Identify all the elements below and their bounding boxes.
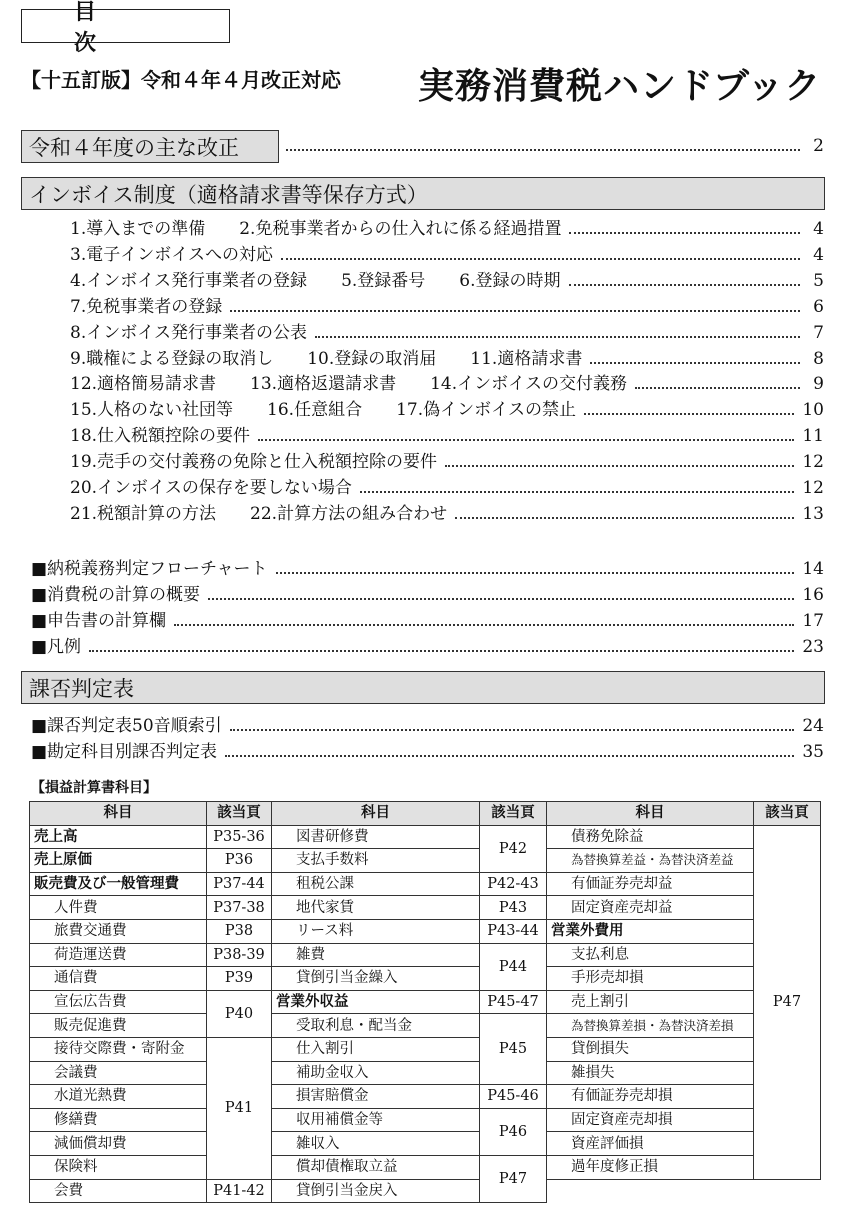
account-name: 固定資産売却益 [547, 896, 754, 920]
toc-entry[interactable] [70, 424, 824, 448]
account-name: 修繕費 [30, 1108, 207, 1132]
table-row [30, 872, 821, 896]
toc-entry-label: 8.インボイス発行事業者の公表 [70, 322, 308, 343]
page-number: 10 [802, 400, 824, 421]
toc-entry[interactable] [70, 269, 824, 293]
toc-entry-label: 9.職権による登録の取消し [70, 348, 274, 369]
leader-dots [258, 438, 794, 441]
toc-entry[interactable] [31, 557, 824, 581]
account-name: 水道光熱費 [30, 1085, 207, 1109]
section-heading-revision: 令和４年度の主な改正 [21, 130, 279, 163]
page-ref: P45-46 [480, 1085, 547, 1109]
empty-cell [547, 1179, 821, 1203]
leader-dots [360, 490, 794, 493]
table-row [30, 1155, 821, 1179]
toc-entry-label: 2.免税事業者からの仕入れに係る経過措置 [239, 219, 562, 239]
toc-entry-label: 22.計算方法の組み合わせ [250, 503, 448, 524]
toc-entry-label: ■凡例 [31, 637, 82, 657]
account-name: 損害賠償金 [272, 1085, 480, 1109]
account-name: 営業外費用 [547, 919, 754, 943]
toc-entry-label: 18.仕入税額控除の要件 [70, 426, 251, 447]
toc-entry-label: 11.適格請求書 [470, 348, 583, 369]
account-name: 貸倒引当金繰入 [272, 967, 480, 991]
account-name: 図書研修費 [272, 825, 480, 849]
leader-dots [584, 412, 794, 415]
page-number: 16 [802, 585, 824, 605]
table-row [30, 1179, 821, 1203]
page-ref: P41 [207, 1037, 272, 1179]
table-row [30, 1108, 821, 1132]
toc-entry[interactable] [70, 476, 824, 500]
account-name: 売上割引 [547, 990, 754, 1014]
page-ref: P46 [480, 1108, 547, 1155]
toc-entry-label: ■申告書の計算欄 [31, 611, 167, 631]
table-row [30, 967, 821, 991]
page-number: 17 [802, 611, 824, 631]
page-ref: P35-36 [207, 825, 272, 849]
account-name: 営業外収益 [272, 990, 480, 1014]
leader-dots [225, 754, 794, 757]
account-name: 減価償却費 [30, 1132, 207, 1156]
account-name: 貸倒損失 [547, 1037, 754, 1061]
leader-dots [569, 283, 800, 286]
account-name: 補助金収入 [272, 1061, 480, 1085]
table-row [30, 919, 821, 943]
toc-entry[interactable] [70, 450, 824, 474]
col-header-account: 科目 [30, 802, 207, 826]
leader-dots [174, 623, 794, 626]
page-ref: P38-39 [207, 943, 272, 967]
account-name: 雑収入 [272, 1132, 480, 1156]
page-number: 4 [813, 244, 824, 265]
toc-entry-label: 12.適格簡易請求書 [70, 374, 217, 395]
toc-entry-label: ■課否判定表50音順索引 [31, 716, 222, 736]
table-caption: 【損益計算書科目】 [31, 780, 157, 796]
toc-entry-label: 1.導入までの準備 [70, 219, 206, 239]
table-header-row [30, 802, 821, 826]
page-number: 8 [813, 348, 824, 369]
page-number: 4 [813, 219, 824, 239]
account-name: 過年度修正損 [547, 1155, 754, 1179]
toc-entry[interactable] [31, 583, 824, 607]
page-number: 24 [802, 716, 824, 736]
page-number: 23 [802, 637, 824, 657]
page-number: 12 [802, 478, 824, 498]
account-name: 販売費及び一般管理費 [30, 872, 207, 896]
account-name: 通信費 [30, 967, 207, 991]
col-header-page: 該当頁 [754, 802, 821, 826]
toc-entry[interactable] [31, 714, 824, 738]
account-name: 債務免除益 [547, 825, 754, 849]
account-name: 旅費交通費 [30, 919, 207, 943]
page-number: 13 [802, 503, 824, 524]
leader-dots [569, 231, 800, 234]
account-name: 支払手数料 [272, 849, 480, 873]
account-name: 売上高 [30, 825, 207, 849]
account-name: 貸倒引当金戻入 [272, 1179, 480, 1203]
account-table [29, 801, 821, 1203]
toc-entry[interactable] [31, 635, 824, 659]
toc-entry-label: 3.電子インボイスへの対応 [70, 244, 274, 265]
account-name: 会議費 [30, 1061, 207, 1085]
page-number: 9 [813, 374, 824, 395]
account-name: 宣伝広告費 [30, 990, 207, 1014]
page-ref: P47 [754, 825, 821, 1179]
edition-label: 【十五訂版】令和４年４月改正対応 [21, 68, 341, 92]
page-ref: P43-44 [480, 919, 547, 943]
leader-dots [590, 361, 800, 364]
toc-heading: 目 次 [21, 9, 230, 43]
toc-entry-label: 16.任意組合 [267, 400, 363, 421]
toc-entry-label: 19.売手の交付義務の免除と仕入税額控除の要件 [70, 452, 438, 473]
page-ref: P43 [480, 896, 547, 920]
page-ref: P37-38 [207, 896, 272, 920]
account-name: 雑費 [272, 943, 480, 967]
leader-dots [89, 649, 794, 652]
toc-entry[interactable] [31, 740, 824, 764]
account-name: 会費 [30, 1179, 207, 1203]
toc-entry-label: 13.適格返還請求書 [250, 374, 397, 395]
account-name: 為替換算差益・為替決済差益 [547, 849, 754, 873]
toc-entry[interactable] [70, 217, 824, 241]
page-number: 5 [813, 270, 824, 291]
leader-dots [315, 335, 800, 338]
account-name: 資産評価損 [547, 1132, 754, 1156]
toc-entry-label: 21.税額計算の方法 [70, 503, 217, 524]
table-row [30, 1085, 821, 1109]
account-name: 租税公課 [272, 872, 480, 896]
col-header-account: 科目 [547, 802, 754, 826]
page-ref: P40 [207, 990, 272, 1037]
page-ref: P42-43 [480, 872, 547, 896]
page-ref: P47 [480, 1155, 547, 1202]
account-name: 固定資産売却損 [547, 1108, 754, 1132]
table-row [30, 1061, 821, 1085]
toc-entry-label: ■勘定科目別課否判定表 [31, 742, 218, 762]
toc-entry-label: 7.免税事業者の登録 [70, 296, 223, 317]
page-ref: P45-47 [480, 990, 547, 1014]
leader-dots [286, 148, 800, 151]
col-header-page: 該当頁 [207, 802, 272, 826]
leader-dots [281, 257, 800, 260]
page-number: 6 [813, 296, 824, 317]
toc-entry-label: 10.登録の取消届 [307, 348, 437, 369]
account-name: 支払利息 [547, 943, 754, 967]
toc-entry-label: ■納税義務判定フローチャート [31, 559, 268, 579]
table-row [30, 849, 821, 873]
col-header-page: 該当頁 [480, 802, 547, 826]
account-name: 手形売却損 [547, 967, 754, 991]
table-row [30, 825, 821, 849]
account-name: 受取利息・配当金 [272, 1014, 480, 1038]
page-ref: P41-42 [207, 1179, 272, 1203]
account-name: 売上原価 [30, 849, 207, 873]
page-number: 35 [802, 742, 824, 762]
account-name: 償却債権取立益 [272, 1155, 480, 1179]
toc-entry-label: 4.インボイス発行事業者の登録 [70, 270, 308, 291]
account-name: 保険料 [30, 1155, 207, 1179]
account-name: 有価証券売却損 [547, 1085, 754, 1109]
account-name: 地代家賃 [272, 896, 480, 920]
page-number: 14 [802, 559, 824, 579]
page-ref: P38 [207, 919, 272, 943]
toc-entry-label: 14.インボイスの交付義務 [430, 374, 627, 395]
section-heading-invoice: インボイス制度（適格請求書等保存方式） [21, 177, 825, 210]
page-ref: P45 [480, 1014, 547, 1085]
toc-entry[interactable] [70, 295, 824, 319]
leader-dots [208, 597, 794, 600]
account-name: 仕入割引 [272, 1037, 480, 1061]
toc-entry-revision[interactable] [282, 134, 824, 158]
account-name: 雑損失 [547, 1061, 754, 1085]
page-number: 12 [802, 452, 824, 473]
toc-entry[interactable] [31, 609, 824, 633]
account-name: 人件費 [30, 896, 207, 920]
page-number: 11 [802, 426, 824, 447]
toc-entry[interactable] [70, 502, 824, 526]
page-ref: P39 [207, 967, 272, 991]
leader-dots [230, 728, 795, 731]
table-row [30, 943, 821, 967]
toc-entry-label: 6.登録の時期 [459, 270, 561, 291]
table-row [30, 1037, 821, 1061]
toc-entry-label: 15.人格のない社団等 [70, 400, 234, 421]
account-name: 販売促進費 [30, 1014, 207, 1038]
col-header-account: 科目 [272, 802, 480, 826]
page-ref: P42 [480, 825, 547, 872]
toc-entry-label: 17.偽インボイスの禁止 [396, 400, 576, 421]
account-name: リース料 [272, 919, 480, 943]
page-number: 2 [813, 136, 824, 156]
table-row [30, 1014, 821, 1038]
table-row [30, 896, 821, 920]
account-name: 荷造運送費 [30, 943, 207, 967]
toc-entry[interactable] [70, 372, 824, 396]
toc-entry[interactable] [70, 243, 824, 267]
page-number: 7 [813, 322, 824, 343]
page-ref: P44 [480, 943, 547, 990]
leader-dots [445, 464, 794, 467]
toc-entry-label: 5.登録番号 [341, 270, 426, 291]
table-row [30, 990, 821, 1014]
toc-entry[interactable] [70, 347, 824, 371]
leader-dots [230, 309, 800, 312]
leader-dots [455, 516, 794, 519]
account-name: 収用補償金等 [272, 1108, 480, 1132]
toc-entry[interactable] [70, 398, 824, 422]
page-ref: P36 [207, 849, 272, 873]
page-ref: P37-44 [207, 872, 272, 896]
table-row [30, 1132, 821, 1156]
leader-dots [276, 571, 795, 574]
toc-entry-label: ■消費税の計算の概要 [31, 585, 201, 605]
account-name: 為替換算差損・為替決済差損 [547, 1014, 754, 1038]
book-title: 実務消費税ハンドブック [418, 66, 822, 107]
leader-dots [635, 386, 800, 389]
account-name: 接待交際費・寄附金 [30, 1037, 207, 1061]
section-heading-taxability: 課否判定表 [21, 671, 825, 704]
toc-entry[interactable] [70, 321, 824, 345]
account-name: 有価証券売却益 [547, 872, 754, 896]
toc-entry-label: 20.インボイスの保存を要しない場合 [70, 478, 352, 498]
